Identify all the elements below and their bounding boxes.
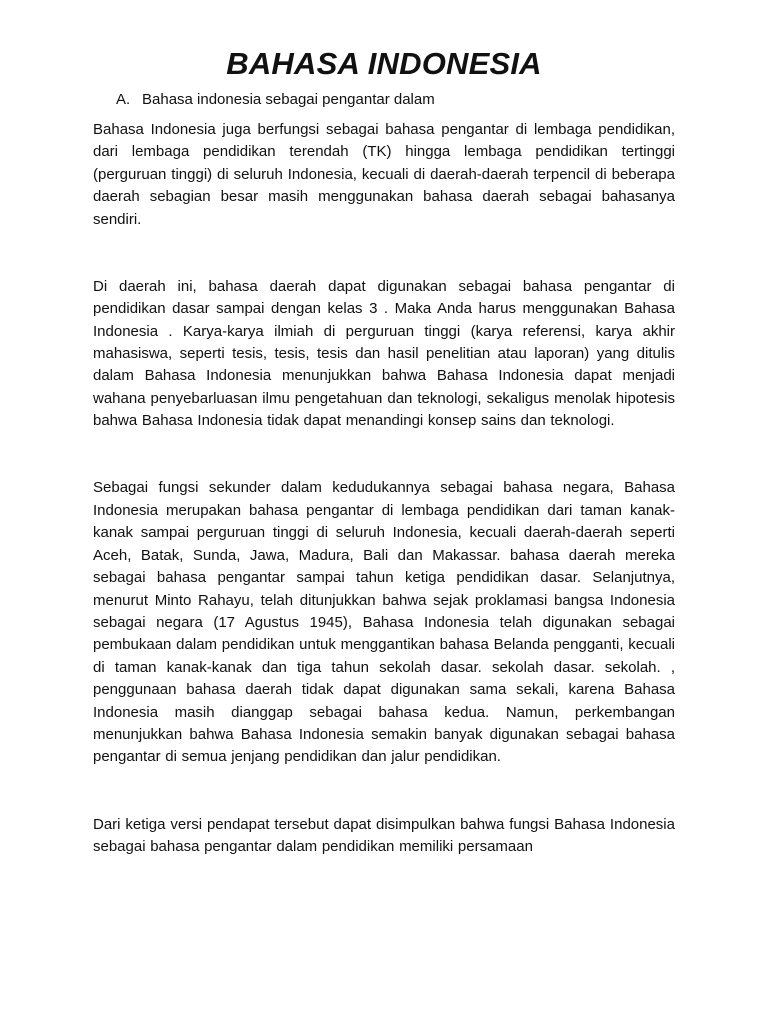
paragraph-4: Dari ketiga versi pendapat tersebut dapat disimpulkan bahwa fungsi Bahasa Indonesia sebagai bahasa pengantar dalam pendidikan memiliki persamaan [93,815,675,855]
section-heading-text: Bahasa indonesia sebagai pengantar dalam [142,91,435,108]
paragraph-1: Bahasa Indonesia juga berfungsi sebagai bahasa pengantar di lembaga pendidikan, dari lembaga pendidikan terendah (TK) hingga lembaga pendidikan tertinggi (perguruan tinggi) di seluruh Indonesia, kecuali di daerah-daerah terpencil di beberapa daerah sebagian besar masih menggunakan bahasa daerah sebagai bahasanya sendiri. [93,121,675,228]
body-text [93,119,675,858]
section-marker: A. [116,91,131,108]
document-title: BAHASA INDONESIA [226,46,542,81]
paragraph-2: Di daerah ini, bahasa daerah dapat digunakan sebagai bahasa pengantar di pendidikan dasar sampai dengan kelas 3 . Maka Anda harus menggunakan Bahasa Indonesia . Karya-karya ilmiah di perguruan tinggi (karya referensi, karya akhir mahasiswa, seperti tesis, tesis, tesis dan hasil penelitian atau laporan) yang ditulis dalam Bahasa Indonesia menunjukkan bahwa Bahasa Indonesia dapat menjadi wahana penyebarluasan ilmu pengetahuan dan teknologi, sekaligus menolak hipotesis bahwa Bahasa Indonesia tidak dapat menandingi konsep sains dan teknologi. [93,277,675,430]
section-heading [116,89,435,111]
paragraph-3: Sebagai fungsi sekunder dalam kedudukannya sebagai bahasa negara, Bahasa Indonesia merupakan bahasa pengantar di lembaga pendidikan dari taman kanak-kanak sampai perguruan tinggi di seluruh Indonesia, kecuali daerah-daerah seperti Aceh, Batak, Sunda, Jawa, Madura, Bali dan Makassar. bahasa daerah mereka sebagai bahasa pengantar sampai tahun ketiga pendidikan dasar. Selanjutnya, menurut Minto Rahayu, telah ditunjukkan bahwa sejak proklamasi bangsa Indonesia sebagai negara (17 Agustus 1945), Bahasa Indonesia telah digunakan sebagai pembukaan dalam pendidikan untuk menggantikan bahasa Belanda pengganti, kecuali di taman kanak-kanak dan tiga tahun sekolah dasar. sekolah dasar. sekolah. , penggunaan bahasa daerah tidak dapat digunakan sama sekali, karena Bahasa Indonesia masih dianggap sebagai bahasa kedua. Namun, perkembangan menunjukkan bahwa Bahasa Indonesia semakin banyak digunakan sebagai bahasa pengantar di semua jenjang pendidikan dan jalur pendidikan. [93,479,675,766]
